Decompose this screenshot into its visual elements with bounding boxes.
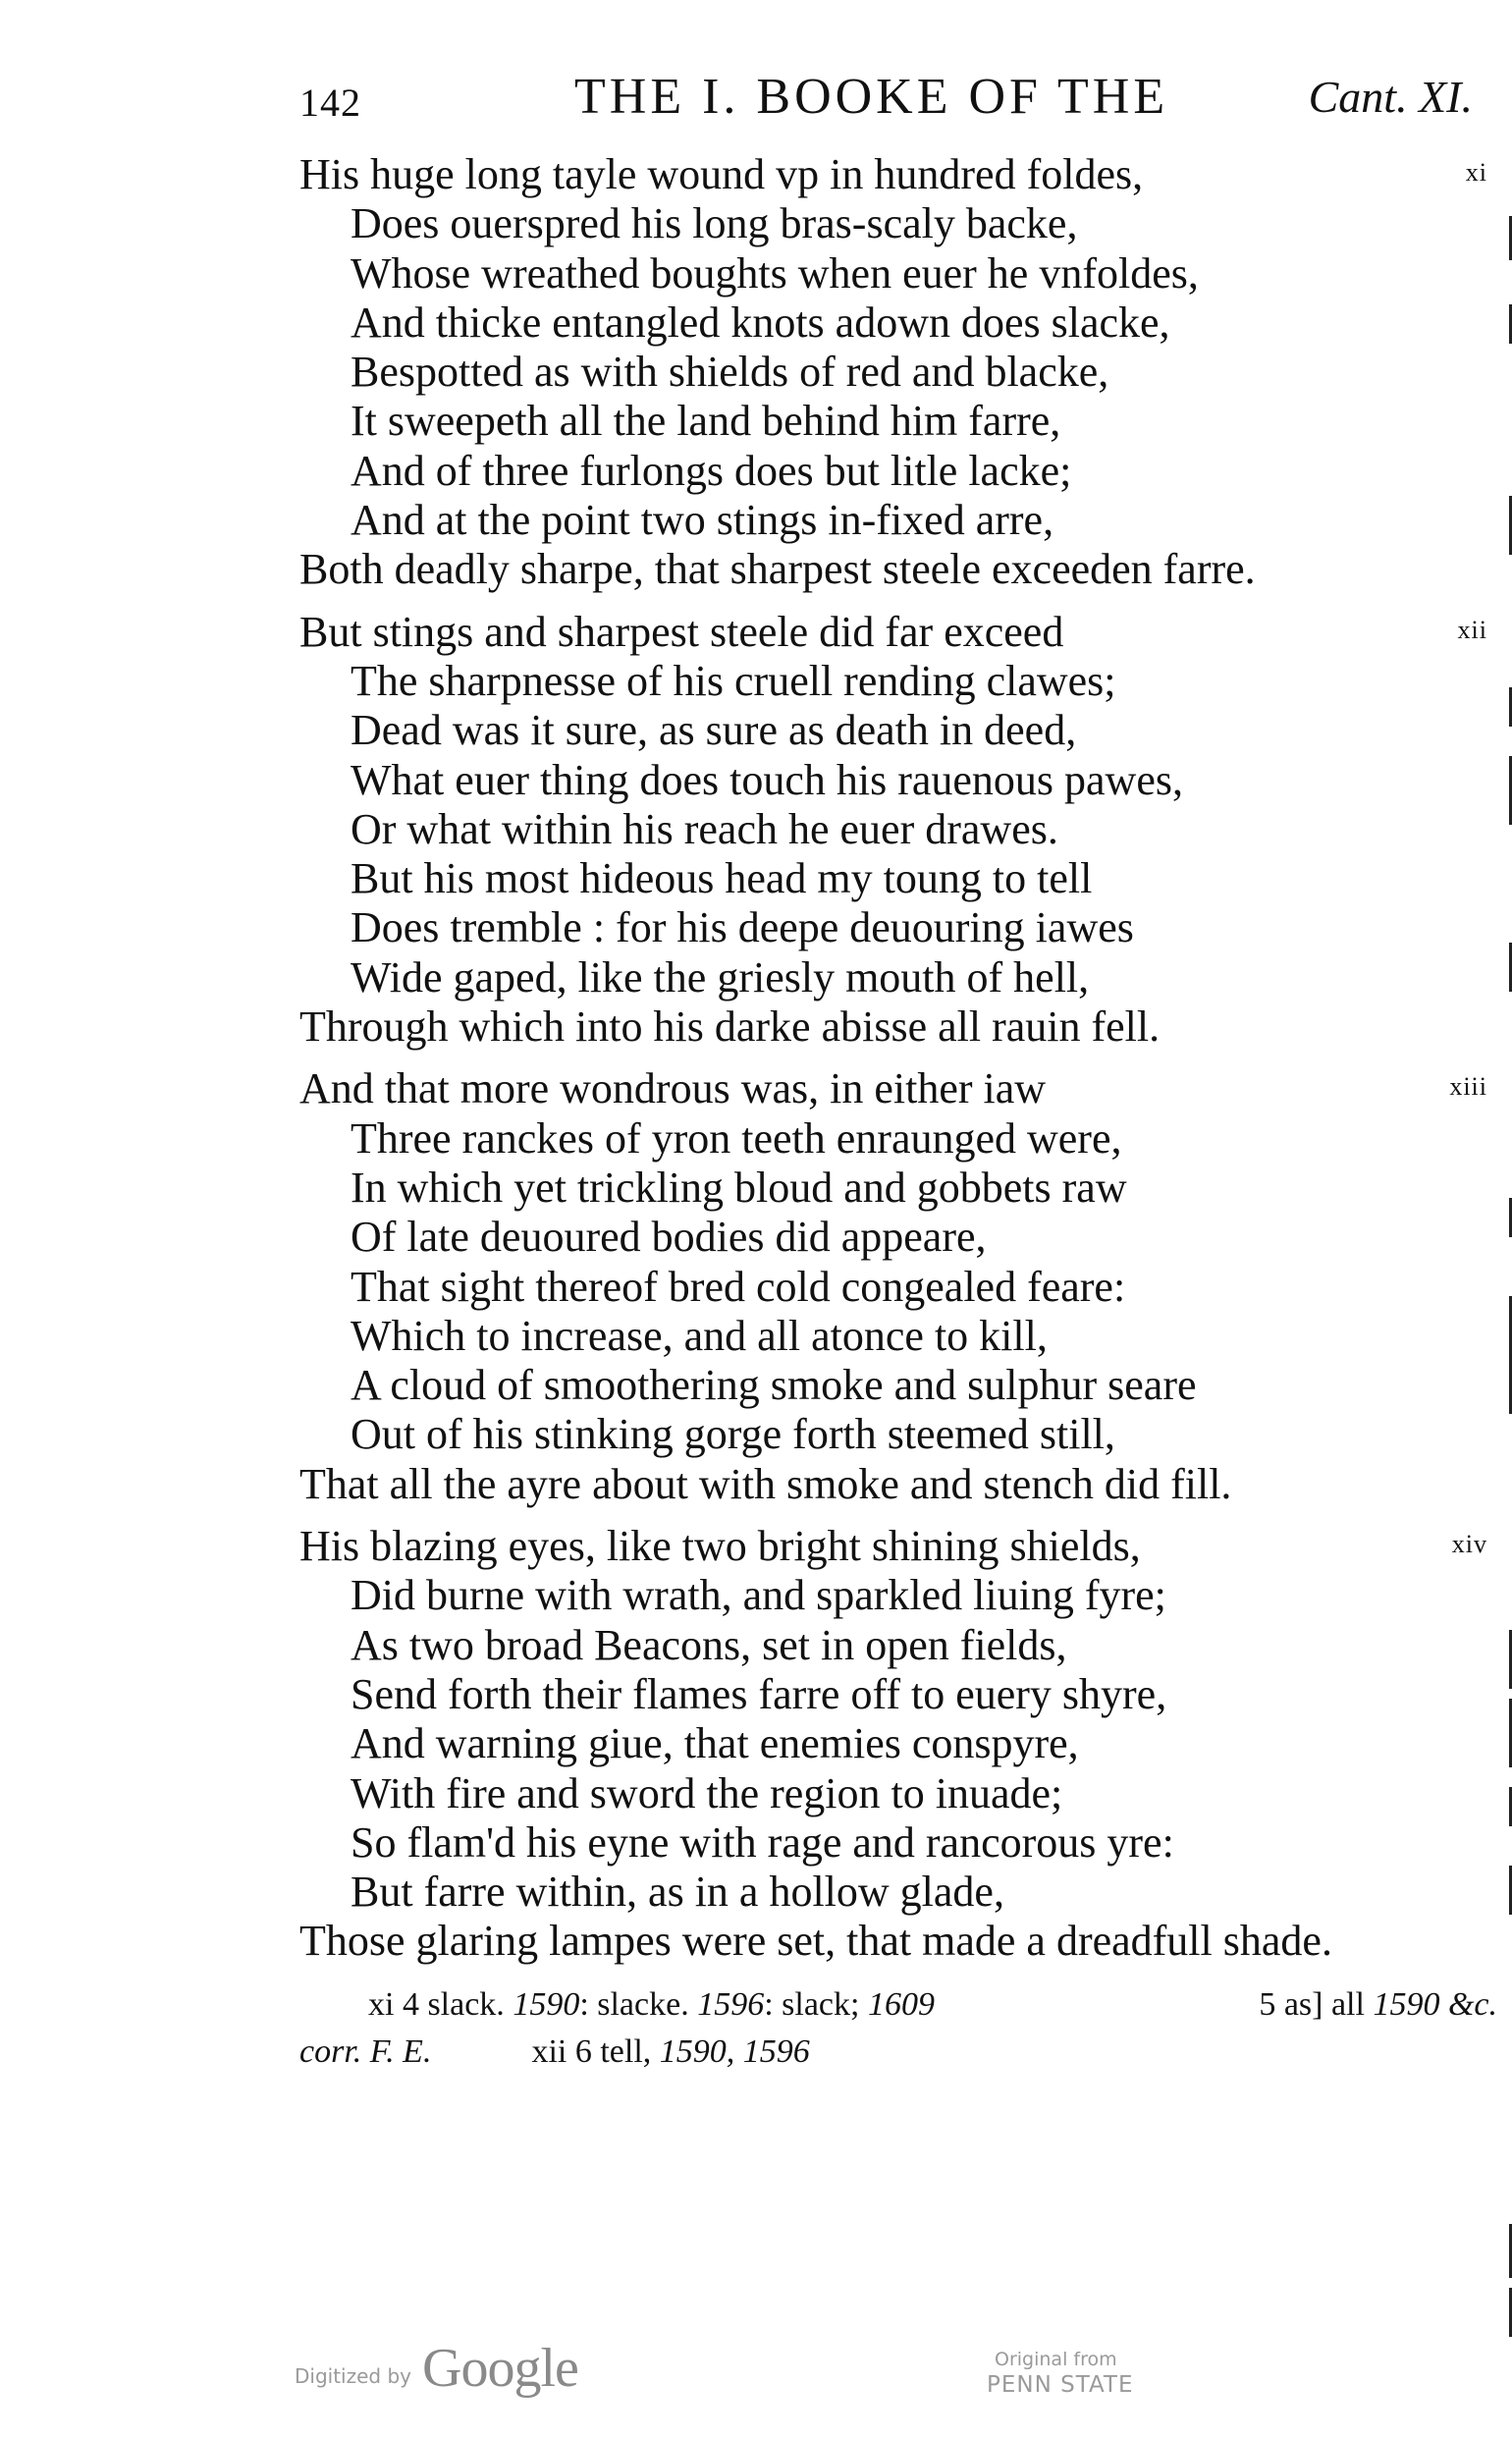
verse-line: Send forth their flames farre off to euery shyre, xyxy=(351,1669,1167,1718)
verse-line: His blazing eyes, like two bright shining shields, xyxy=(299,1522,1141,1571)
verse-line: And that more wondrous was, in either iaw xyxy=(299,1064,1047,1113)
verse-line: Or what within his reach he euer drawes. xyxy=(351,804,1058,853)
note-right xyxy=(1259,1981,1497,2029)
stanza-xiv xyxy=(299,1522,1497,1967)
note-year: 1596 xyxy=(697,1986,765,2023)
verse-line: But his most hideous head my toung to tell xyxy=(351,854,1093,903)
verse-line: Through which into his darke abisse all rauin fell. xyxy=(299,1002,1161,1052)
verse-line: And of three furlongs does but litle lacke; xyxy=(351,446,1072,495)
verse-line: Of late deuoured bodies did appeare, xyxy=(351,1213,987,1262)
note-text: xii 6 tell, xyxy=(531,2033,652,2070)
running-title: THE I. BOOKE OF THE xyxy=(574,69,1169,125)
page-number: 142 xyxy=(299,81,361,125)
verse-line: Three ranckes of yron teeth enraunged were, xyxy=(351,1113,1122,1163)
verse-line: Which to increase, and all atonce to kill, xyxy=(351,1311,1048,1360)
verse-line: The sharpnesse of his cruell rending clawes; xyxy=(351,656,1116,705)
verse-line: Those glaring lampes were set, that made a dreadfull shade. xyxy=(299,1917,1332,1966)
verse-line: That sight thereof bred cold congealed feare: xyxy=(351,1262,1126,1311)
stanza-number: xi xyxy=(1465,158,1487,187)
textual-notes xyxy=(299,1981,1497,2076)
digitized-by-label: Digitized by xyxy=(295,2364,411,2388)
verse-line: And at the point two stings in-fixed arre, xyxy=(351,496,1054,545)
note-text: : slacke. xyxy=(579,1986,689,2023)
note-line xyxy=(299,1981,1497,2029)
note-year: 1590 xyxy=(513,1986,580,2023)
poem-text xyxy=(299,150,1497,1979)
note-year: 1590 &c. xyxy=(1373,1986,1497,2023)
stanza-number: xii xyxy=(1457,615,1487,644)
stanza-xiii xyxy=(299,1064,1497,1509)
stanza-number: xiv xyxy=(1451,1530,1487,1559)
verse-line: Both deadly sharpe, that sharpest steele exceeden farre. xyxy=(299,545,1256,594)
verse-line: Whose wreathed boughts when euer he vnfoldes, xyxy=(351,248,1199,298)
source-library: PENN STATE xyxy=(987,2372,1134,2398)
note-text: 5 as] all xyxy=(1259,1986,1365,2023)
note-text: xi 4 slack. xyxy=(368,1986,505,2023)
page-footer xyxy=(0,2337,1512,2415)
page-header xyxy=(299,63,1487,132)
original-from-label: Original from xyxy=(995,2349,1117,2370)
verse-line: That all the ayre about with smoke and stench did fill. xyxy=(299,1459,1232,1508)
note-line xyxy=(299,2029,1497,2076)
verse-line: And thicke entangled knots adown does slacke, xyxy=(351,298,1170,347)
verse-line: Wide gaped, like the griesly mouth of hell, xyxy=(351,952,1090,1002)
original-source xyxy=(987,2347,1134,2398)
note-text: corr. F. E. xyxy=(299,2033,432,2070)
verse-line: In which yet trickling bloud and gobbets raw xyxy=(351,1163,1127,1212)
verse-line: Out of his stinking gorge forth steemed still, xyxy=(351,1410,1115,1459)
verse-line: Bespotted as with shields of red and blacke, xyxy=(351,348,1109,397)
verse-line: So flam'd his eyne with rage and rancorous yre: xyxy=(351,1817,1174,1867)
google-logo: Google xyxy=(422,2338,578,2399)
verse-line: Dead was it sure, as sure as death in deed, xyxy=(351,706,1077,755)
canto-label: Cant. XI. xyxy=(1308,72,1473,122)
note-year: 1609 xyxy=(867,1986,935,2023)
verse-line: A cloud of smoothering smoke and sulphur seare xyxy=(351,1361,1197,1410)
stanza-xi xyxy=(299,150,1497,595)
verse-line: Did burne with wrath, and sparkled liuing fyre; xyxy=(351,1571,1166,1620)
verse-line: And warning giue, that enemies conspyre, xyxy=(351,1719,1079,1768)
verse-line: It sweepeth all the land behind him farre, xyxy=(351,397,1061,446)
verse-line: Does tremble : for his deepe deuouring iawes xyxy=(351,903,1134,952)
verse-line: But stings and sharpest steele did far exceed xyxy=(299,607,1064,656)
note-text: : slack; xyxy=(764,1986,860,2023)
verse-line: Does ouerspred his long bras-scaly backe, xyxy=(351,199,1078,248)
scan-edge-marks xyxy=(1502,0,1512,2438)
stanza-number: xiii xyxy=(1449,1072,1487,1102)
verse-line: As two broad Beacons, set in open fields, xyxy=(351,1620,1067,1669)
note-year: 1590, 1596 xyxy=(659,2033,810,2070)
verse-line: With fire and sword the region to inuade; xyxy=(351,1768,1063,1817)
verse-line: What euer thing does touch his rauenous pawes, xyxy=(351,755,1183,804)
stanza-xii xyxy=(299,608,1497,1053)
verse-line: His huge long tayle wound vp in hundred foldes, xyxy=(299,150,1144,198)
verse-line: But farre within, as in a hollow glade, xyxy=(351,1868,1004,1917)
